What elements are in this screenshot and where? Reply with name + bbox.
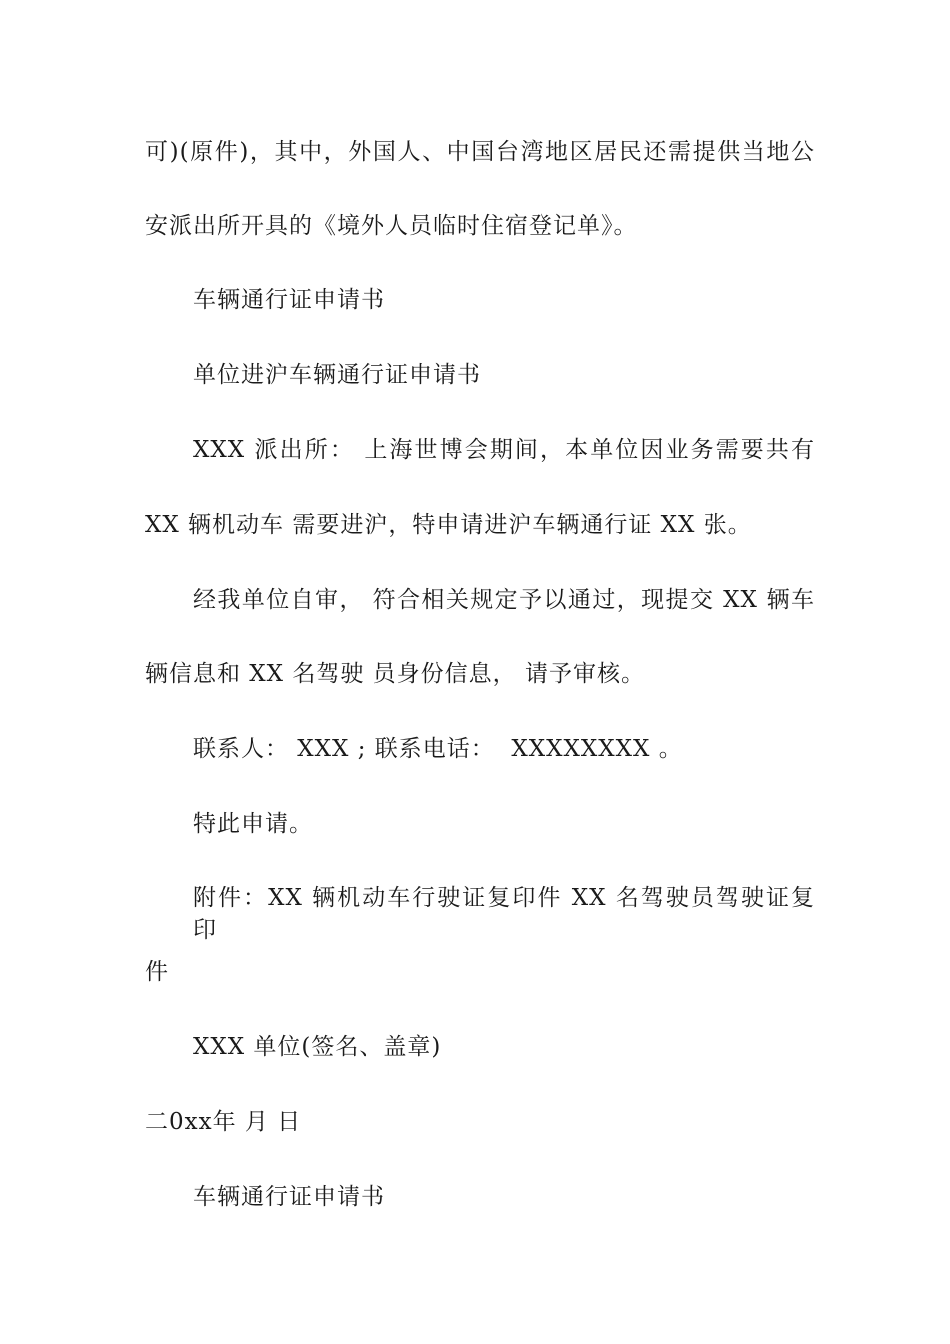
signature-line: XXX 单位(签名、盖章) bbox=[193, 1034, 442, 1060]
salutation-line: XXX 派出所： 上海世博会期间，本单位因业务需要共有 bbox=[193, 437, 815, 463]
body-line-review: 经我单位自审， 符合相关规定予以通过，现提交 XX 辆车 bbox=[193, 587, 815, 613]
date-line: 二0xx年 月 日 bbox=[145, 1109, 302, 1135]
closing-line: 特此申请。 bbox=[193, 811, 313, 837]
attachment-line: 附件：XX 辆机动车行驶证复印件 XX 名驾驶员驾驶证复印 bbox=[193, 885, 815, 943]
application-title: 单位进沪车辆通行证申请书 bbox=[193, 362, 481, 388]
contact-line: 联系人： XXX ; 联系电话： XXXXXXXX 。 bbox=[193, 736, 683, 762]
body-line-1: 可)(原件)，其中，外国人、中国台湾地区居民还需提供当地公 bbox=[145, 139, 815, 165]
attachment-line-cont: 件 bbox=[145, 959, 169, 985]
next-section-heading: 车辆通行证申请书 bbox=[193, 1184, 385, 1210]
section-heading: 车辆通行证申请书 bbox=[193, 287, 385, 313]
body-line-request: XX 辆机动车 需要进沪，特申请进沪车辆通行证 XX 张。 bbox=[145, 512, 752, 538]
body-line-2: 安派出所开具的《境外人员临时住宿登记单》。 bbox=[145, 213, 638, 239]
body-line-review-cont: 辆信息和 XX 名驾驶 员身份信息， 请予审核。 bbox=[145, 661, 645, 687]
